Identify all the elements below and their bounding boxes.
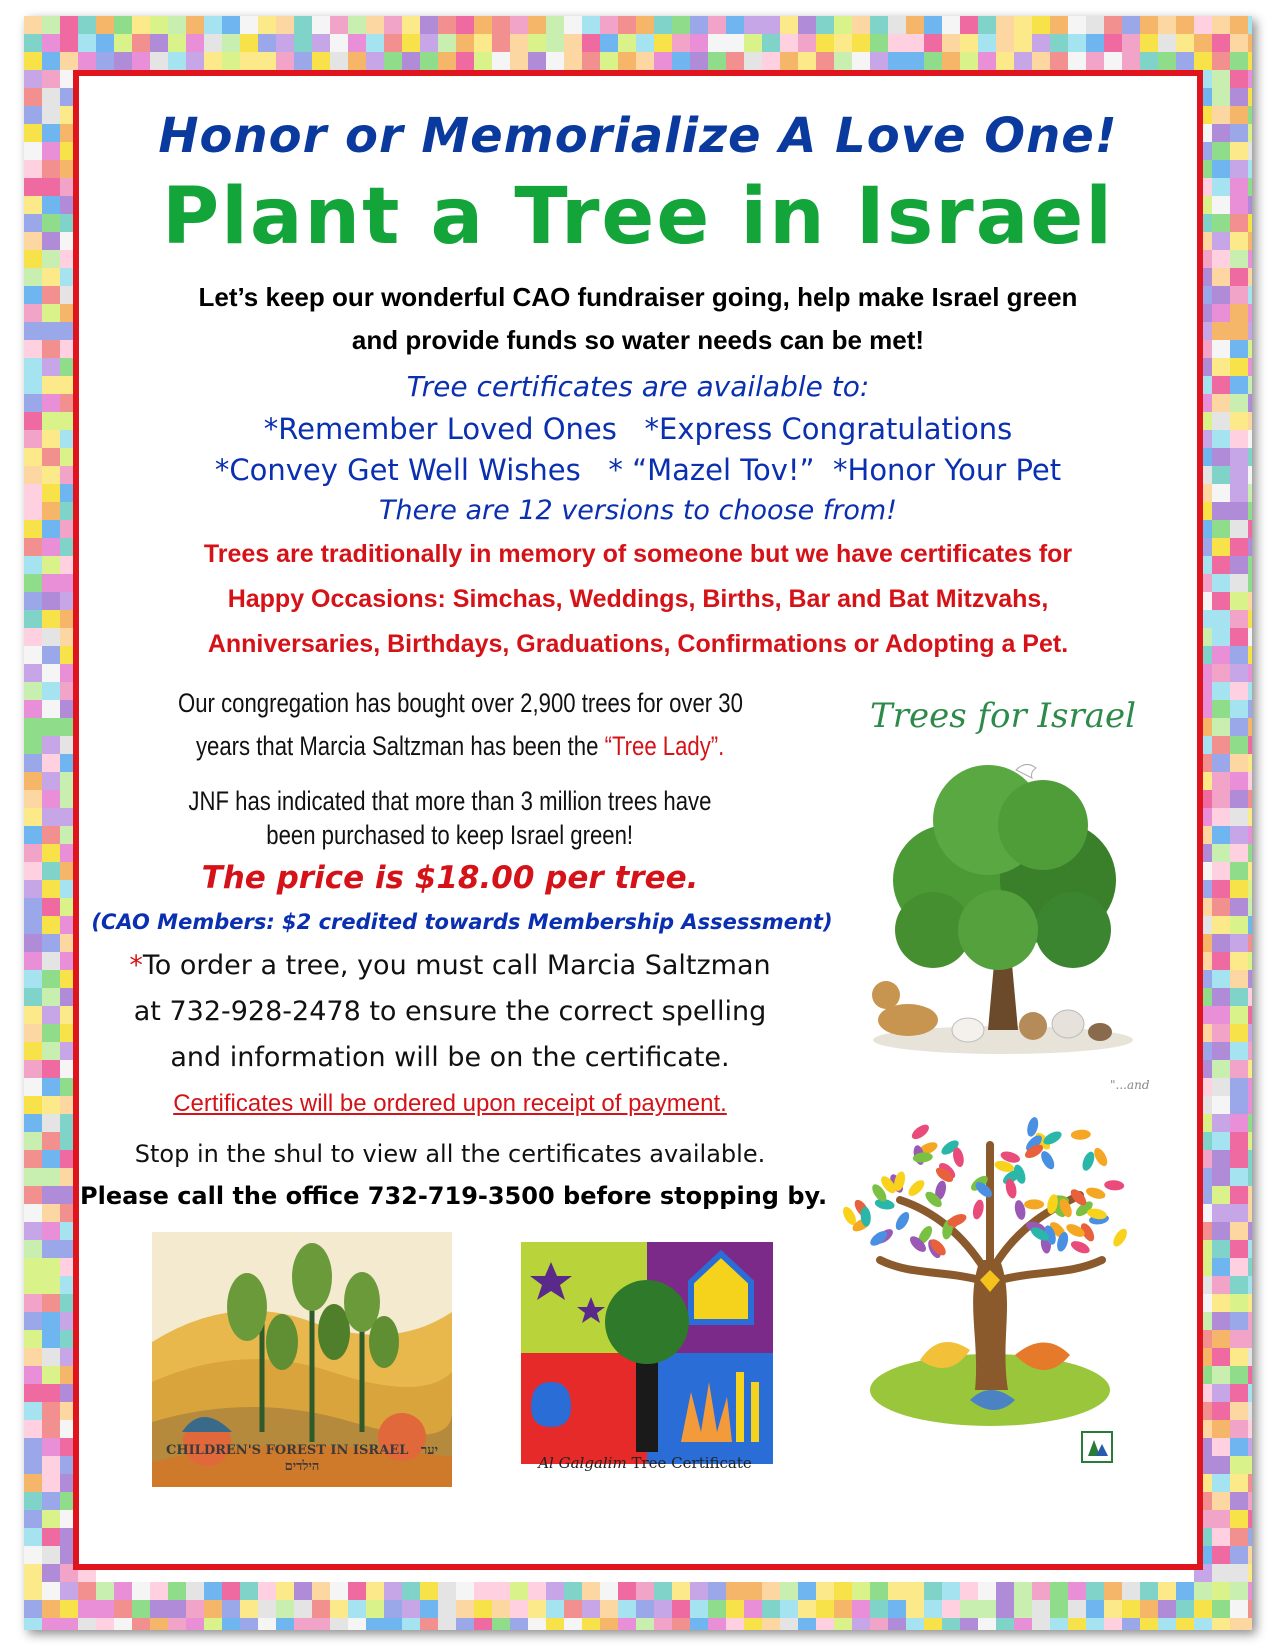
price: The price is $18.00 per tree. (201, 860, 699, 896)
jnf-text-2: been purchased to keep Israel green! (266, 820, 634, 850)
order-line-3: and information will be on the certificate. (170, 1042, 730, 1073)
congregation-text-1: Our congregation has bought over 2,900 trees for over 30 (177, 688, 743, 718)
order-star: * (129, 950, 143, 981)
view-note: Stop in the shul to view all the certificates available. (134, 1140, 766, 1168)
trees-for-israel-logo-text: Trees for Israel (870, 696, 1136, 736)
order-line-1 (80, 950, 820, 981)
childrens-forest-caption-he: יער הילדים (284, 1443, 439, 1474)
congregation-text-2-pre: years that Marcia Saltzman has been the (195, 731, 605, 761)
intro-line-1: Let’s keep our wonderful CAO fundraiser going, help make Israel green (198, 282, 1078, 312)
occasions-line-1: *Remember Loved Ones *Express Congratulations (263, 412, 1013, 446)
jnf-line-2 (80, 820, 820, 851)
galgalim-art-icon (521, 1242, 773, 1464)
galgalim-certificate-image (515, 1232, 795, 1532)
intro-line-2: and provide funds so water needs can be met! (351, 325, 925, 355)
congregation-line-2 (90, 731, 830, 762)
childrens-forest-image (152, 1232, 452, 1522)
galgalim-caption-rest: Tree Certificate (626, 1454, 752, 1472)
galgalim-caption-italic: Al Galgalim (538, 1454, 627, 1472)
page-title: Plant a Tree in Israel (162, 172, 1114, 262)
jnf-logo-icon (1080, 1430, 1114, 1464)
happy-occasions-line-2: Happy Occasions: Simchas, Weddings, Births, Bar and Bat Mitzvahs, (227, 585, 1049, 613)
happy-occasions-line-1: Trees are traditionally in memory of someone but we have certificates for (203, 540, 1073, 568)
colorful-tree-icon (840, 1100, 1140, 1440)
order-text-1: To order a tree, you must call Marcia Saltzman (142, 950, 771, 981)
headline: Honor or Memorialize A Love One! (158, 108, 1118, 164)
payment-note: Certificates will be ordered upon receipt of payment. (173, 1090, 727, 1117)
congregation-line-1 (90, 688, 830, 719)
colorful-tree-image (840, 1100, 1140, 1440)
congregation-text-2 (196, 731, 724, 762)
call-note: Please call the office 732-719-3500 before stopping by. (80, 1182, 828, 1210)
tree-lady: “Tree Lady”. (604, 731, 725, 761)
jnf-text-1: JNF has indicated that more than 3 million trees have (188, 786, 712, 816)
galgalim-caption (515, 1454, 775, 1472)
trees-for-israel-image (838, 690, 1168, 1090)
certificates-heading: Tree certificates are available to: (406, 370, 870, 403)
occasions-line-2: *Convey Get Well Wishes * “Mazel Tov!” *Honor Your Pet (214, 453, 1062, 487)
versions-note: There are 12 versions to choose from! (378, 495, 898, 526)
jnf-line-1 (80, 786, 820, 817)
happy-occasions-line-3: Anniversaries, Birthdays, Graduations, Confirmations or Adopting a Pet. (207, 630, 1069, 658)
tree-with-pets-icon (838, 730, 1168, 1110)
order-line-2: at 732-928-2478 to ensure the correct spelling (133, 996, 767, 1027)
childrens-forest-caption-en: CHILDREN'S FOREST IN ISRAEL (165, 1443, 409, 1458)
childrens-forest-caption (152, 1442, 452, 1474)
members-note: (CAO Members: $2 credited towards Membership Assessment) (91, 910, 833, 934)
trees-caption: "...and (1110, 1078, 1150, 1092)
